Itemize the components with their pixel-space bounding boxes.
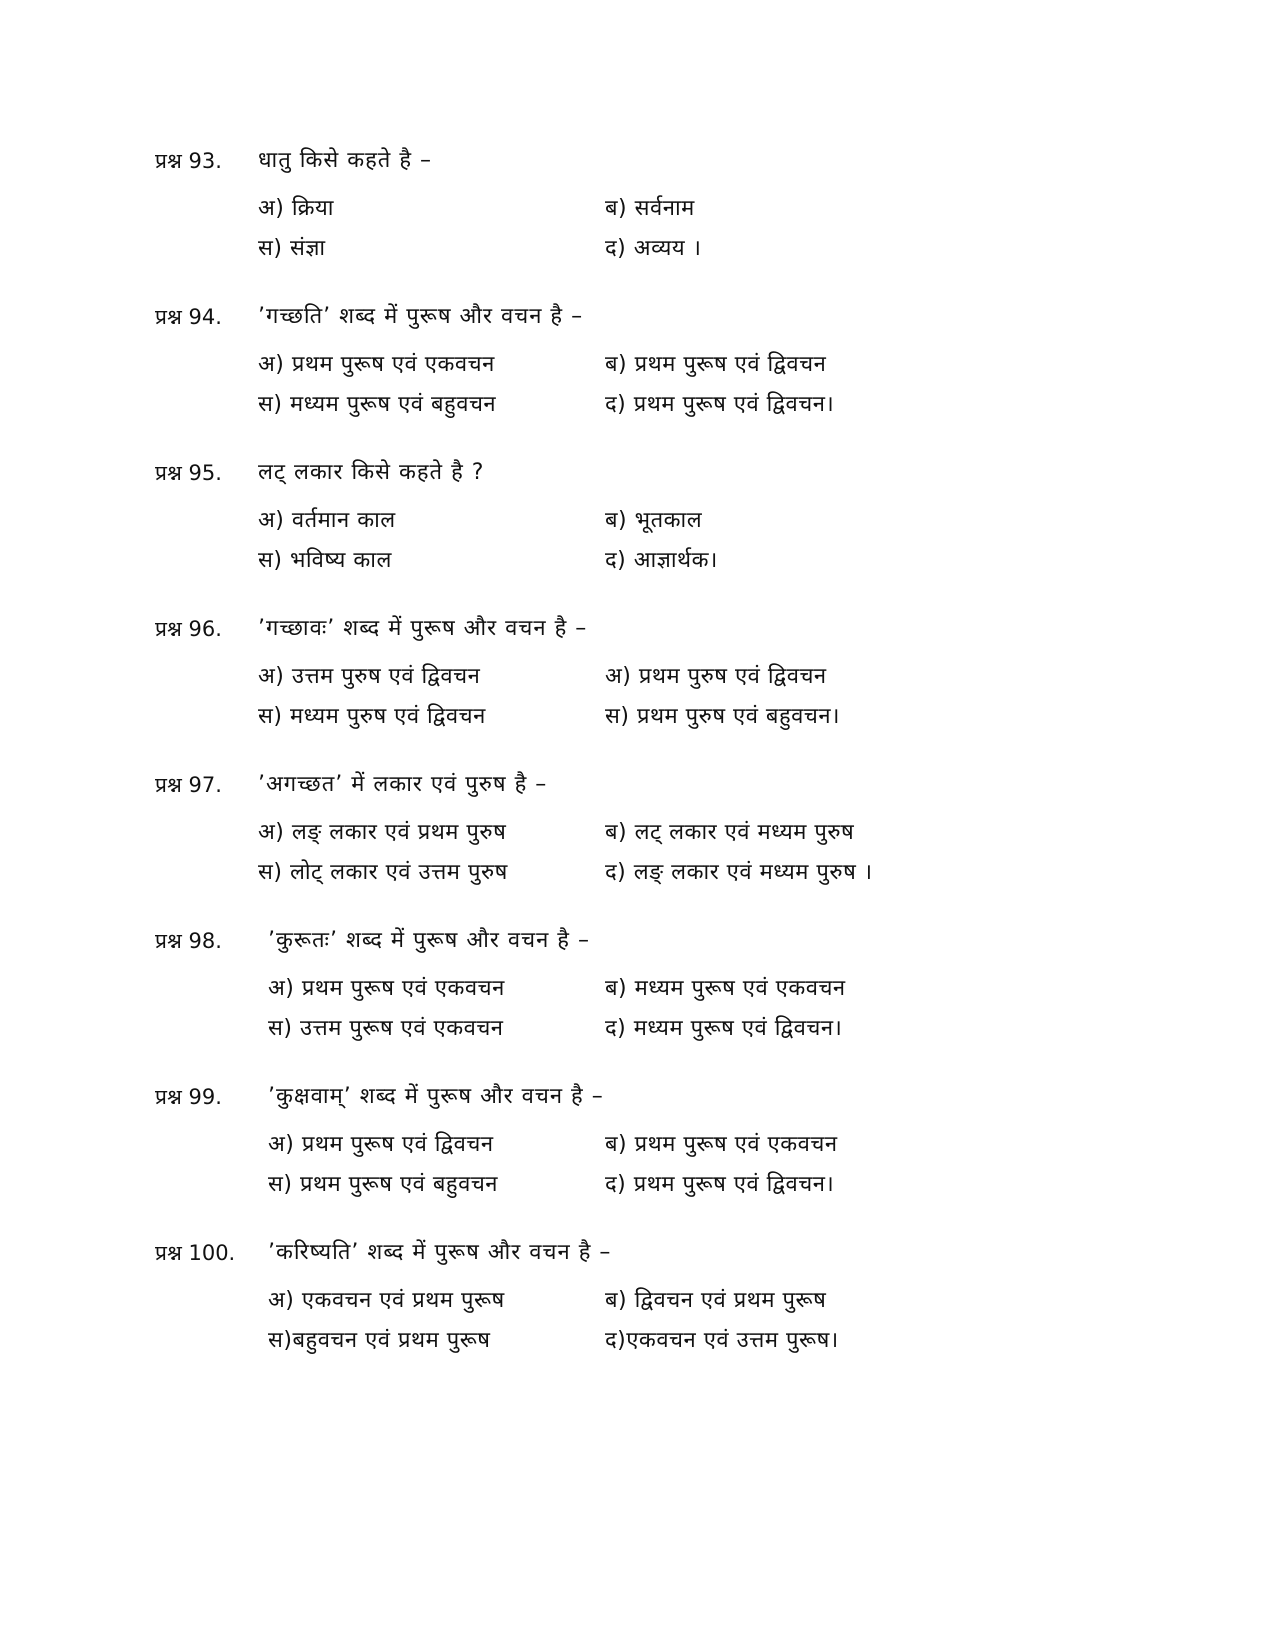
option-c: स) संज्ञा	[258, 236, 326, 261]
question-text: ’करिष्यति’ शब्द में पुरूष और वचन है –	[268, 1240, 612, 1265]
question-number: प्रश्न 100.	[155, 1241, 236, 1265]
question-text: ’कुक्षवाम्’ शब्द में पुरूष और वचन है –	[268, 1084, 604, 1109]
option-b: ब) सर्वनाम	[605, 196, 695, 221]
option-c: स) मध्यम पुरुष एवं द्विवचन	[258, 704, 486, 729]
option-d: द) प्रथम पुरूष एवं द्विवचन।	[605, 392, 835, 417]
option-b: ब) भूतकाल	[605, 508, 703, 533]
question-number: प्रश्न 95.	[155, 461, 222, 485]
option-d: स) प्रथम पुरुष एवं बहुवचन।	[605, 704, 840, 729]
question-number: प्रश्न 96.	[155, 617, 222, 641]
option-c: स) लोट् लकार एवं उत्तम पुरुष	[258, 860, 508, 885]
option-c: स)बहुवचन एवं प्रथम पुरूष	[268, 1328, 491, 1353]
option-a: अ) वर्तमान काल	[258, 508, 396, 533]
question-99	[0, 1082, 1275, 1222]
option-a: अ) प्रथम पुरूष एवं द्विवचन	[268, 1132, 494, 1157]
option-a: अ) क्रिया	[258, 196, 334, 221]
question-text: ’कुरूतः’ शब्द में पुरूष और वचन है –	[268, 928, 590, 953]
question-96	[0, 614, 1275, 754]
option-c: स) मध्यम पुरूष एवं बहुवचन	[258, 392, 497, 417]
option-a: अ) एकवचन एवं प्रथम पुरूष	[268, 1288, 505, 1313]
question-text: धातु किसे कहते है –	[258, 148, 433, 173]
option-d: द) अव्यय ।	[605, 236, 702, 261]
question-98	[0, 926, 1275, 1066]
question-100	[0, 1238, 1275, 1378]
question-95	[0, 458, 1275, 598]
option-d: द) प्रथम पुरूष एवं द्विवचन।	[605, 1172, 835, 1197]
option-a: अ) प्रथम पुरूष एवं एकवचन	[268, 976, 505, 1001]
question-text: लट् लकार किसे कहते है ?	[258, 460, 485, 485]
question-number: प्रश्न 98.	[155, 929, 222, 953]
option-c: स) प्रथम पुरूष एवं बहुवचन	[268, 1172, 499, 1197]
question-number: प्रश्न 93.	[155, 149, 222, 173]
option-b: ब) द्विवचन एवं प्रथम पुरूष	[605, 1288, 827, 1313]
option-b: ब) प्रथम पुरूष एवं एकवचन	[605, 1132, 838, 1157]
option-d: द) मध्यम पुरूष एवं द्विवचन।	[605, 1016, 843, 1041]
question-number: प्रश्न 99.	[155, 1085, 222, 1109]
option-d: द) आज्ञार्थक।	[605, 548, 718, 573]
option-b: ब) मध्यम पुरूष एवं एकवचन	[605, 976, 846, 1001]
question-number: प्रश्न 97.	[155, 773, 222, 797]
option-a: अ) प्रथम पुरूष एवं एकवचन	[258, 352, 495, 377]
question-text: ’गच्छति’ शब्द में पुरूष और वचन है –	[258, 304, 584, 329]
option-c: स) उत्तम पुरूष एवं एकवचन	[268, 1016, 504, 1041]
option-b: ब) लट् लकार एवं मध्यम पुरुष	[605, 820, 855, 845]
question-93	[0, 146, 1275, 286]
question-text: ’अगच्छत’ में लकार एवं पुरुष है –	[258, 772, 548, 797]
option-b: अ) प्रथम पुरुष एवं द्विवचन	[605, 664, 827, 689]
option-b: ब) प्रथम पुरूष एवं द्विवचन	[605, 352, 827, 377]
question-number: प्रश्न 94.	[155, 305, 222, 329]
option-c: स) भविष्य काल	[258, 548, 392, 573]
option-d: द) लङ् लकार एवं मध्यम पुरुष ।	[605, 860, 873, 885]
question-94	[0, 302, 1275, 442]
option-a: अ) लङ् लकार एवं प्रथम पुरुष	[258, 820, 507, 845]
option-d: द)एकवचन एवं उत्तम पुरूष।	[605, 1328, 839, 1353]
option-a: अ) उत्तम पुरुष एवं द्विवचन	[258, 664, 481, 689]
question-97	[0, 770, 1275, 910]
question-text: ’गच्छावः’ शब्द में पुरूष और वचन है –	[258, 616, 588, 641]
